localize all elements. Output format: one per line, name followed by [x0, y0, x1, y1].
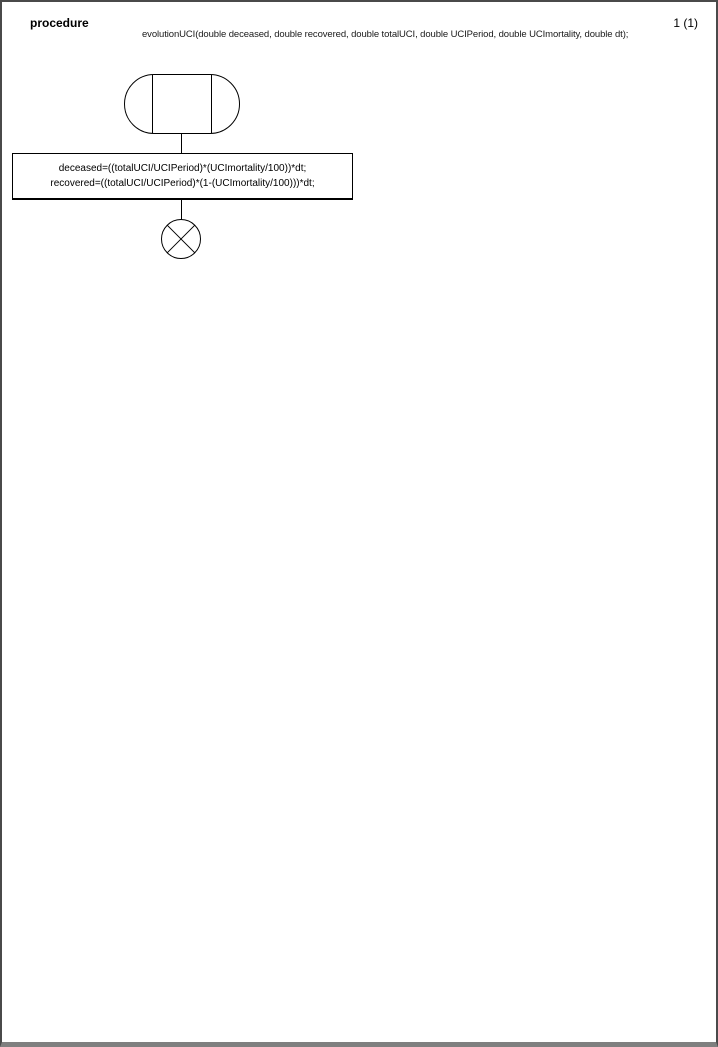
end-node-crossed-circle-icon — [161, 219, 201, 259]
start-terminator-icon — [124, 74, 240, 134]
procedure-type-label: procedure — [30, 16, 89, 30]
statement-line-2: recovered=((totalUCI/UCIPeriod)*(1-(UCImortality/100)))*dt; — [50, 178, 315, 189]
connector-process-to-end — [181, 199, 182, 220]
page-number-indicator: 1 (1) — [673, 16, 698, 30]
flowchart-canvas — [2, 2, 716, 1042]
crossed-circle-graphic — [161, 219, 201, 259]
terminator-left-cap-line — [152, 75, 153, 133]
terminator-right-cap-line — [211, 75, 212, 133]
connector-start-to-process — [181, 134, 182, 153]
statement-line-1: deceased=((totalUCI/UCIPeriod)*(UCImortality/100))*dt; — [58, 163, 307, 174]
procedure-signature: evolutionUCI(double deceased, double recovered, double totalUCI, double UCIPeriod, double UCImortality, double dt); — [142, 29, 629, 40]
process-statement-box — [12, 153, 353, 200]
